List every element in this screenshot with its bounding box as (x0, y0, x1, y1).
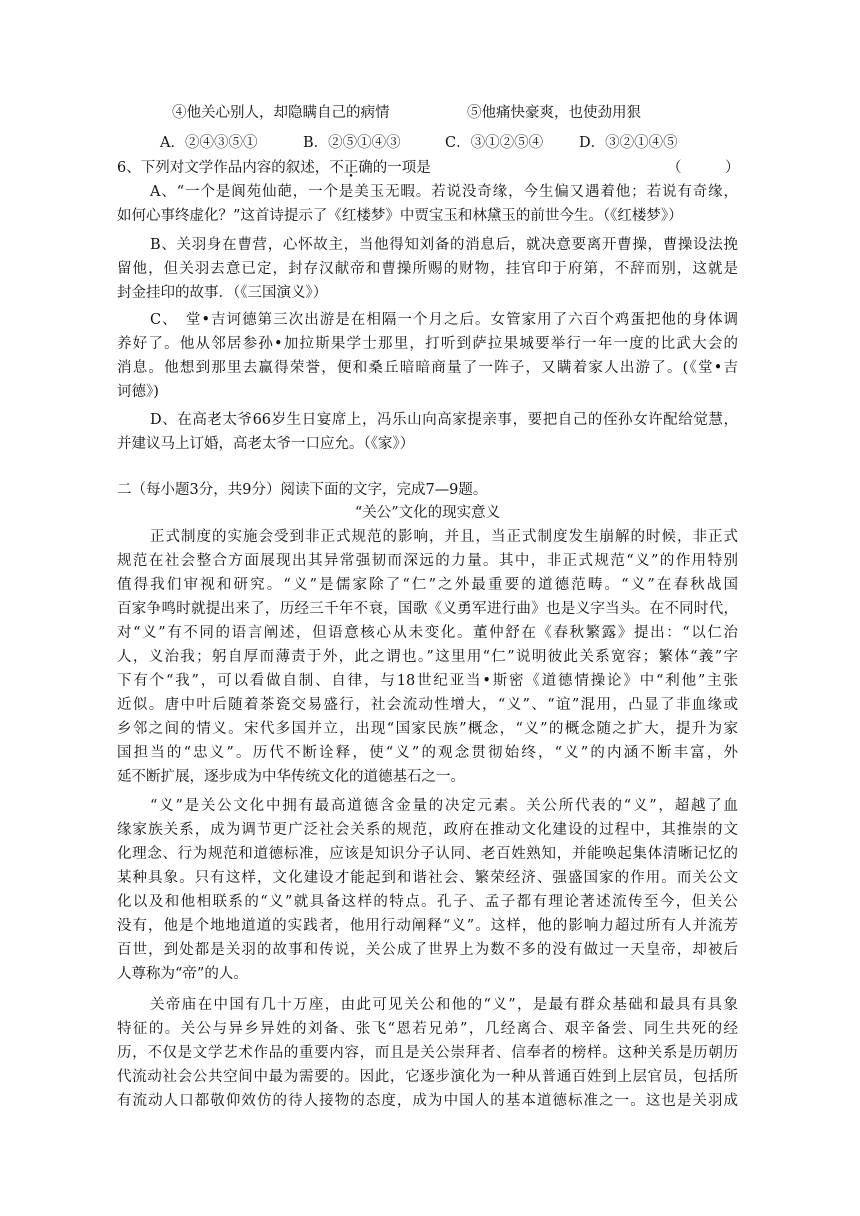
p1-line: 正式制度的实施会受到非正式规范的影响，并且，当正式制度发生崩解的时候，非正式 (150, 529, 738, 545)
p1-line: 对“义”有不同的语言阐述，但语意核心从未变化。董仲舒在《春秋繁露》提出：“以仁治 (117, 625, 738, 641)
q6-option-c-line1: C、 堂•吉诃德第三次出游是在相隔一个月之后。女管家用了六百个鸡蛋把他的身体调 (150, 312, 738, 328)
p2-line: 百世，到处都是关羽的故事和传说，关公成了世界上为数不多的没有做过一天皇帝，却被后 (117, 942, 738, 958)
q6-stem-emphasis: 不正确 (329, 160, 373, 176)
q6-option-b-line1: B、关羽身在曹营，心怀故主，当他得知刘备的消息后，就决意要离开曹操，曹操设法挽 (150, 237, 738, 253)
q6-option-c-line4: 诃德》) (117, 384, 159, 400)
q5-item-5: ⑤他痛快豪爽，也使劲用狠 (467, 105, 641, 121)
p3-line: 关帝庙在中国有几十万座，由此可见关公和他的“义”，是最有群众基础和最具有具象 (150, 997, 738, 1013)
q6-option-c-line2: 养好了。他从邻居参孙•加拉斯果学士那里，打听到萨拉果城要举行一年一度的比武大会的 (117, 336, 738, 352)
q6-option-a-line1: A、“一个是阆苑仙葩，一个是美玉无暇。若说没奇缘，今生偏又遇着他；若说有奇缘， (150, 184, 738, 200)
p2-line: 缘家族关系，成为调节更广泛社会关系的规范，政府在推动文化建设的过程中，其推崇的文 (117, 822, 738, 838)
q5-option-c: C．③①②⑤④ (445, 135, 544, 151)
q6-option-c-line3: 消息。他想到那里去赢得荣誉，便和桑丘暗暗商量了一阵子，又瞒着家人出游了。(《堂•吉 (117, 360, 738, 376)
q6-stem-end: 的一项是 (372, 160, 431, 176)
q6-option-d-line2: 并建议马上订婚，高老太爷一口应允。（《家》） (117, 436, 415, 452)
p2-line: “义”是关公文化中拥有最高道德含金量的决定元素。关公所代表的“义”，超越了血 (150, 798, 738, 814)
p2-line: 化以及和他相联系的“义”就具备这样的特点。孔子、孟子都有理论著述流传至今，但关公 (117, 894, 738, 910)
q6-option-b-line2: 留他，但关羽去意已定，封存汉献帝和曹操所赐的财物，挂官印于府第，不辞而别，这就是 (117, 261, 738, 277)
p1-line: 下有个“我”，可以看做自制、自律，与18世纪亚当•斯密《道德情操论》中“利他”主张 (117, 673, 738, 689)
q6-stem (117, 158, 431, 178)
p1-line: 乡邻之间的情义。宋代多国并立，出现“国家民族”概念，“义”的概念随之扩大，提升为家 (117, 721, 738, 737)
p1-line: 值得我们审视和研究。“义”是儒家除了“仁”之外最重要的道德范畴。“义”在春秋战国 (117, 577, 738, 593)
q5-option-a: A．②④③⑤① (160, 135, 258, 151)
p2-line: 人尊称为“帝”的人。 (117, 966, 248, 982)
p3-line: 历，不仅是文学艺术作品的重要内容，而且是关公崇拜者、信奉者的榜样。这种关系是历朝历 (117, 1045, 738, 1061)
p1-line: 近似。唐中叶后随着茶瓷交易盛行，社会流动性增大，“义”、“谊”混用，凸显了非血缘或 (117, 697, 738, 713)
q5-option-b: B．②⑤①④③ (303, 135, 401, 151)
q6-stem-start: 6、下列对文学作品内容的叙述， (117, 160, 330, 176)
p3-line: 特征的。关公与异乡异姓的刘备、张飞“恩若兄弟”，几经离合、艰辛备尝、同生共死的经 (117, 1021, 738, 1037)
section-heading: 二（每小题3分，共9分）阅读下面的文字，完成7—9题。 (117, 482, 488, 498)
q5-option-d: D．③②①④⑤ (579, 135, 678, 151)
p1-line: 百家争鸣时就提出来了，历经三千年不衰，国歌《义勇军进行曲》也是义字当头。在不同时代， (117, 601, 738, 617)
q6-option-d-line1: D、在高老太爷66岁生日宴席上，冯乐山向高家提亲事，要把自己的侄孙女许配给觉慧， (150, 412, 738, 428)
q6-option-b-line3: 封金挂印的故事．（《三国演义》） (117, 285, 328, 301)
p1-line: 人，义治我；躬自厚而薄责于外，此之谓也。”这里用“仁”说明彼此关系宽容；繁体“義”字 (117, 649, 738, 665)
p3-line: 有流动人口都敬仰效仿的待人接物的态度，成为中国人的基本道德标准之一。这也是关羽成 (117, 1093, 738, 1109)
p1-line: 国担当的“忠义”。历代不断诠释，使“义”的观念贯彻始终，“义”的内涵不断丰富，外 (117, 745, 738, 761)
q5-item-4: ④他关心别人，却隐瞒自己的病情 (172, 105, 390, 121)
p3-line: 代流动社会公共空间中最为需要的。因此，它逐步演化为一种从普通百姓到上层官员，包括所 (117, 1069, 738, 1085)
p1-line: 延不断扩展，逐步成为中华传统文化的道德基石之一。 (117, 769, 465, 785)
q6-option-a-line2: 如何心事终虚化？”这首诗提示了《红楼梦》中贾宝玉和林黛玉的前世今生。（《红楼梦》） (117, 208, 683, 224)
p2-line: 没有，他是个地地道道的实践者，他用行动阐释“义”。这样，他的影响力超过所有人并流芳 (117, 918, 738, 934)
q6-answer-paren: （ ） (667, 160, 740, 176)
article-title: “关公”文化的现实意义 (354, 505, 501, 521)
p2-line: 化理念、行为规范和道德标准，应该是知识分子认同、老百姓熟知，并能唤起集体清晰记忆的 (117, 846, 738, 862)
p2-line: 某种具象。只有这样，文化建设才能起到和谐社会、繁荣经济、强盛国家的作用。而关公文 (117, 870, 738, 886)
p1-line: 规范在社会整合方面展现出其异常强韧而深远的力量。其中，非正式规范“义”的作用特别 (117, 553, 738, 569)
